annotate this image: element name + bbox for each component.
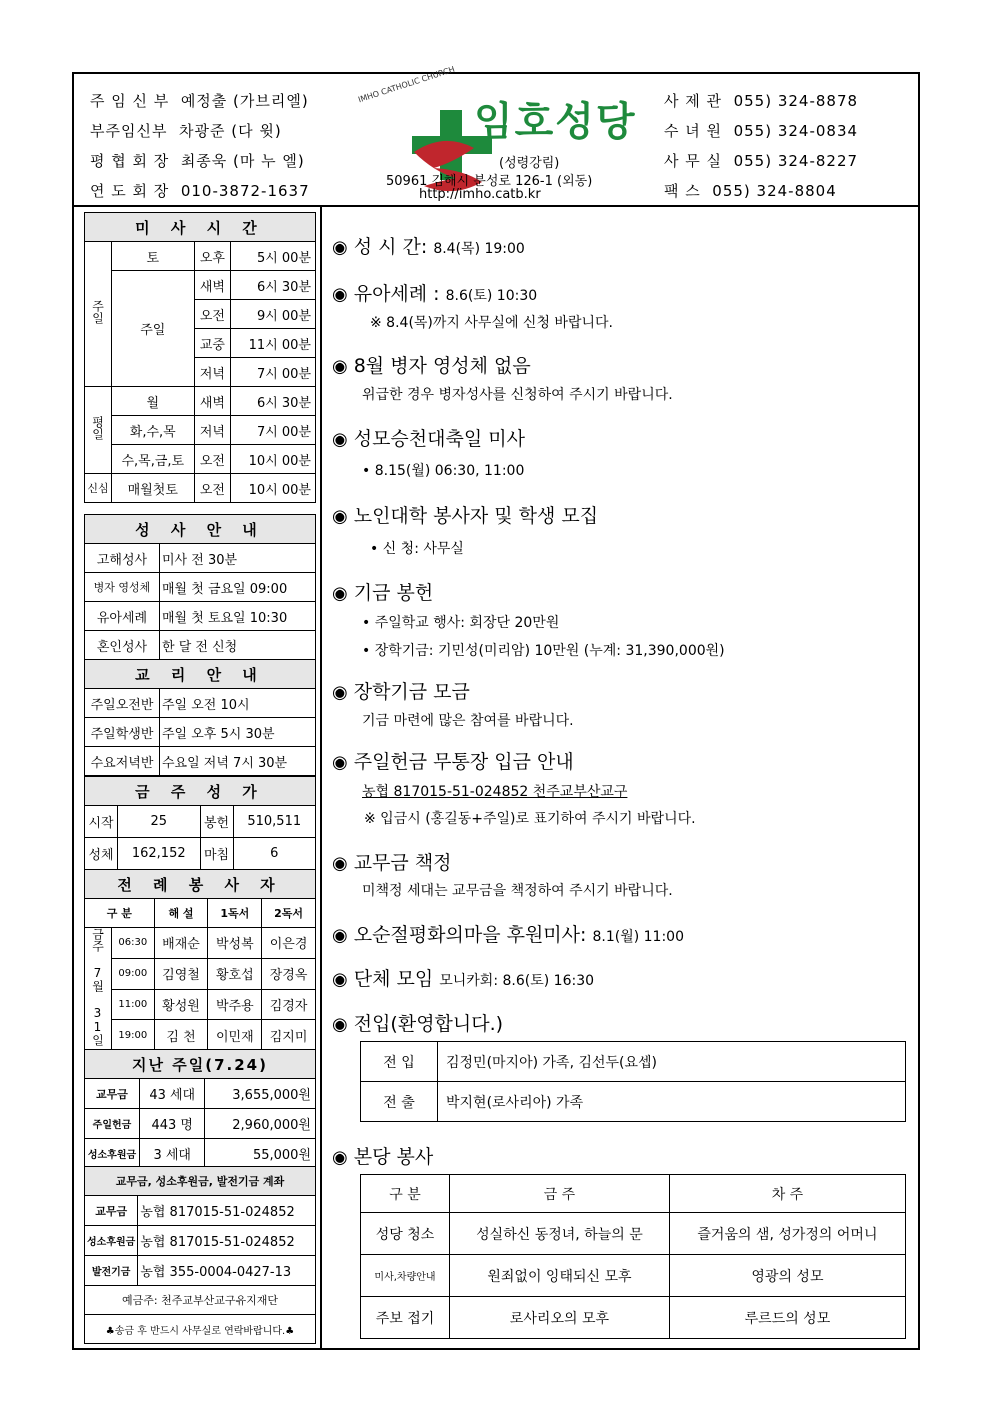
contact-row: 사 제 관 055) 324-8878 — [664, 92, 859, 110]
contact-row: 팩 스 055) 324-8804 — [664, 182, 837, 200]
notice-item: ◉ 단체 모임 모니카회: 8.6(토) 16:30 — [332, 968, 595, 990]
notice-item: ◉ 본당 봉사 — [332, 1146, 434, 1168]
notice-item: ◉ 전입(환영합니다.) — [332, 1013, 504, 1035]
notice-item: ◉ 8월 병자 영성체 없음 — [332, 355, 531, 377]
notice-item: ◉ 유아세례 : 8.6(토) 10:30 — [332, 283, 538, 305]
header-divider — [74, 205, 918, 207]
column-divider — [320, 207, 322, 1348]
clergy-list — [90, 86, 310, 206]
last-week-table: 지난 주일(7.24) 교무금 43 세대 3,655,000원 주일헌금 443 명 2,960,000원 성소후원금 3 세대 55,000원 — [84, 1049, 316, 1169]
sacrament-table: 성 사 안 내 고해성사 미사 전 30분 병자 영성체 매월 첫 금요일 09:00 유아세례 매월 첫 토요일 10:30 혼인성사 한 달 전 신청 — [84, 514, 316, 660]
clergy-row: 평 협 회 장 최종욱 (마 누 엘) — [90, 152, 305, 170]
group-label: 주일 — [85, 242, 112, 387]
clergy-row: 연 도 회 장 010-3872-1637 — [90, 182, 310, 200]
mass-times-table: 미 사 시 간 주일 토 오후 5시 00분 주일 새벽 6시 30분 오전 9시 00분 교중 11시 00분 저녁 7시 00분 평일 월 새벽 6시 30분 화,수,목 저녁 7시 00분 수,목,금,토 오전 10시 00분 신심 매월첫토 오전 10시 00분 — [84, 212, 316, 503]
clergy-row: 주 임 신 부 예정출 (가브리엘) — [90, 92, 309, 110]
section-title: 미 사 시 간 — [85, 213, 316, 242]
section-title: 교 리 안 내 — [85, 660, 316, 689]
notice-item: ◉ 주일헌금 무통장 입금 안내 — [332, 751, 574, 773]
church-address: 50961 김해시 분성로 126-1 (외동) — [386, 174, 593, 189]
transfer-table: 전 입 김정민(마지아) 가족, 김선두(요셉) 전 출 박지현(로사리아) 가족 — [360, 1041, 906, 1122]
contact-list — [664, 86, 858, 206]
bulletin-frame: 주 임 신 부 예정출 (가브리엘) 부주임신부 차광준 (다 윗) 평 협 회 장 최종욱 (마 누 엘) 연 도 회 장 010-3872-1637 IMHO CATHOLIC CHURCH 임호성당 (성령강림) 50961 김해시 분성로 126-1 (외동) http://imho.catb.kr 사 제 관 055) 324-8878 수 녀 원 055) 324-0834 사 무 실 055) 324-8227 팩 스 055) 324-8804 미 사 시 간 주일 토 오후 5시 00분 주일 새벽 6시 30분 오전 9시 00분 교중 11시 00분 저녁 7시 00분 평일 월 새벽 6시 30분 화,수,목 저녁 7시 00분 수,목,금,토 오전 10시 00분 신심 매월첫토 오전 10시 00분 성 사 안 내 고해성사 미사 전 30분 병자 영성체 매월 첫 금요일 09:00 유아세례 매월 첫 토요일 10:30 혼인성사 한 달 전 신청 교 리 안 내 주일오전반 주일 오전 10시 주일학생반 주일 오후 5시 30분 수요저녁반 수요일 저녁 7시 30분 금 주 성 가 시작 25 봉헌 510,511 성체 162,152 마침 6 전 례 봉 사 자 구 분 해 설 1독서 2독서 금주 7월 31일 06:30 배재순 박성복 이은경 09:00 김영철 황호섭 장경옥 11:00 황성원 박주용 김경자 19:00 김 천 이민재 김지미 지난 주일(7.24) 교무금 43 세대 3,655,000원 주일헌금 443 명 2,960,000원 성소후원금 3 세대 55,000원 교무금, 성소후원금, 발전기금 계좌 교무금 농협 817015-51-024852 성소후원금 농협 817015-51-024852 발전기금 농협 355-0004-0427-13 예금주: 천주교부산교구유지재단 ♣송금 후 반드시 사무실로 연락바랍니다.♣ ◉ 성 시 간: 8.4(목) 19:00 ◉ 유아세례 : 8.6(토) 10:30 ※ 8.4(목)까지 사무실에 신청 바랍니다. ◉ 8월 병자 영성체 없음 위급한 경우 병자성사를 신청하여 주시기 바랍니다. ◉ 성모승천대축일 미사 • 8.15(월) 06:30, 11:00 ◉ 노인대학 봉사자 및 학생 모집 • 신 청: 사무실 ◉ 기금 봉헌 • 주일학교 행사: 회장단 20만원 • 장학기금: 기민성(미리암) 10만원 (누계: 31,390,000원) ◉ 장학기금 모금 기금 마련에 많은 참여를 바랍니다. ◉ 주일헌금 무통장 입금 안내 농협 817015-51-024852 천주교부산교구 ※ 입금시 (홍길동+주일)로 표기하여 주시기 바랍니다. ◉ 교무금 책정 미책정 세대는 교무금을 책정하여 주시기 바랍니다. ◉ 오순절평화의마을 후원미사: 8.1(월) 11:00 ◉ 단체 모임 모니카회: 8.6(토) 16:30 ◉ 전입(환영합니다.) 전 입 김정민(마지아) 가족, 김선두(요셉) 전 출 박지현(로사리아) 가족 ◉ 본당 봉사 구 분 금 주 차 주 성당 청소 성실하신 동정녀, 하늘의 문 즐거움의 샘, 성가정의 어머니 미사,차량안내 원죄없이 잉태되신 모후 영광의 성모 주보 접기 로사리오의 모후 루르드의 성모 — [72, 72, 920, 1350]
doctrine-table: 교 리 안 내 주일오전반 주일 오전 10시 주일학생반 주일 오후 5시 30분 수요저녁반 수요일 저녁 7시 30분 — [84, 659, 316, 776]
notice-item: ◉ 장학기금 모금 — [332, 681, 470, 703]
notice-item: ◉ 성모승천대축일 미사 — [332, 428, 525, 450]
church-name: 임호성당 — [474, 99, 637, 145]
clergy-row: 부주임신부 차광준 (다 윗) — [90, 122, 282, 140]
section-title: 전 례 봉 사 자 — [85, 870, 316, 899]
church-url[interactable]: http://imho.catb.kr — [419, 187, 541, 202]
bank-account: 농협 817015-51-024852 천주교부산교구 — [362, 784, 628, 800]
section-title: 교무금, 성소후원금, 발전기금 계좌 — [85, 1167, 316, 1196]
notice-item: ◉ 오순절평화의마을 후원미사: 8.1(월) 11:00 — [332, 924, 684, 946]
notice-item: ◉ 교무금 책정 — [332, 852, 452, 874]
group-label: 평일 — [85, 387, 112, 474]
section-title: 성 사 안 내 — [85, 515, 316, 544]
group-label: 금주 7월 31일 — [85, 928, 112, 1051]
contact-row: 사 무 실 055) 324-8227 — [664, 152, 859, 170]
service-table: 구 분 금 주 차 주 성당 청소 성실하신 동정녀, 하늘의 문 즐거움의 샘, 성가정의 어머니 미사,차량안내 원죄없이 잉태되신 모후 영광의 성모 주보 접기 로사리오의 모후 루르드의 성모 — [360, 1174, 906, 1339]
section-title: 지난 주일(7.24) — [85, 1050, 316, 1079]
section-title: 금 주 성 가 — [85, 777, 316, 806]
church-arc-text: IMHO CATHOLIC CHURCH — [357, 64, 456, 105]
contact-row: 수 녀 원 055) 324-0834 — [664, 122, 859, 140]
notice-item: ◉ 성 시 간: 8.4(목) 19:00 — [332, 236, 525, 258]
liturgy-table: 전 례 봉 사 자 구 분 해 설 1독서 2독서 금주 7월 31일 06:30 배재순 박성복 이은경 09:00 김영철 황호섭 장경옥 11:00 황성원 박주용 김경자 19:00 김 천 이민재 김지미 — [84, 869, 316, 1051]
hymn-table: 금 주 성 가 시작 25 봉헌 510,511 성체 162,152 마침 6 — [84, 776, 316, 870]
notice-item: ◉ 기금 봉헌 — [332, 582, 434, 604]
accounts-table: 교무금, 성소후원금, 발전기금 계좌 교무금 농협 817015-51-024852 성소후원금 농협 817015-51-024852 발전기금 농협 355-0004-0427-13 예금주: 천주교부산교구유지재단 ♣송금 후 반드시 사무실로 연락바랍니다.♣ — [84, 1166, 316, 1344]
church-subtitle: (성령강림) — [499, 156, 560, 171]
notice-item: ◉ 노인대학 봉사자 및 학생 모집 — [332, 505, 599, 527]
